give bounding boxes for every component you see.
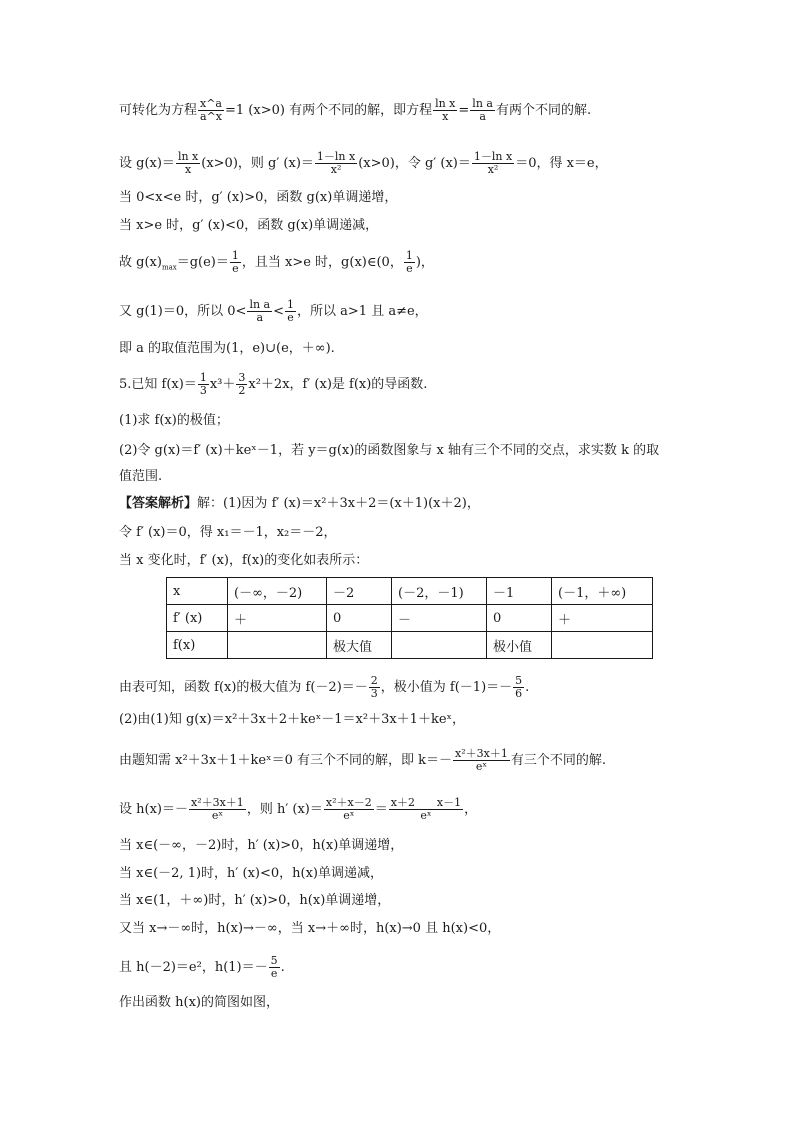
- fraction: [198, 98, 224, 123]
- denominator: x: [442, 110, 449, 123]
- text: 由表可知，函数 f(x)的极大值为 f(－2)＝－: [119, 680, 368, 695]
- fraction: [324, 797, 374, 822]
- text: =1 (x>0) 有两个不同的解，即方程: [225, 103, 433, 118]
- fraction: [315, 151, 357, 176]
- table-cell: 0: [487, 605, 552, 632]
- denominator: eˣ: [475, 760, 488, 773]
- denominator: x: [184, 163, 192, 176]
- text: <: [273, 304, 285, 319]
- table-cell: f′ (x): [167, 605, 228, 632]
- numerator: 3: [238, 371, 246, 384]
- fraction: [230, 250, 241, 275]
- denominator: e: [270, 967, 278, 980]
- text: .: [525, 680, 530, 695]
- numerator: ln a: [472, 97, 493, 110]
- table-cell: (－2，－1): [392, 578, 487, 605]
- variation-table: [166, 577, 653, 659]
- fraction: [236, 372, 247, 397]
- denominator: e: [232, 262, 239, 275]
- text-line: [119, 98, 591, 123]
- numerator: 5: [270, 954, 278, 967]
- fraction: [285, 299, 296, 324]
- text: 又 g(1)＝0，所以 0<: [119, 304, 247, 319]
- text-line: 当 x 变化时，f′ (x)，f(x)的变化如表所示：: [119, 553, 369, 568]
- text-line: 作出函数 h(x)的简图如图，: [119, 995, 279, 1010]
- fraction: [404, 250, 415, 275]
- text-line: [119, 797, 477, 822]
- text: ，则 h′ (x)＝: [246, 802, 323, 817]
- text: (x>0)，令 g′ (x)＝: [358, 156, 471, 171]
- text: =: [458, 103, 470, 118]
- text-line: (2)由(1)知 g(x)＝x²＋3x＋2＋keˣ－1＝x²＋3x＋1＋keˣ，: [119, 712, 466, 727]
- table-cell: ＋: [552, 605, 653, 632]
- table-cell: 极小值: [487, 632, 552, 659]
- table-cell: 极大值: [327, 632, 392, 659]
- text-line: [119, 299, 428, 324]
- numerator: 1: [231, 249, 239, 262]
- table-row: [167, 578, 653, 605]
- denominator: eˣ: [343, 809, 355, 822]
- fraction: [369, 675, 380, 700]
- numerator: 5: [515, 674, 523, 687]
- text: 解：(1)因为 f′ (x)＝x²＋3x＋2＝(x＋1)(x＋2)，: [197, 496, 480, 511]
- denominator: x²: [487, 163, 499, 176]
- denominator: 3: [370, 687, 378, 700]
- text-line: 当 x∈(－2, 1)时，h′ (x)<0，h(x)单调递减，: [119, 866, 383, 881]
- denominator: a: [479, 110, 486, 123]
- denominator: e: [406, 262, 413, 275]
- text-line: [119, 496, 480, 512]
- text: ＝0，得 x＝e，: [515, 156, 608, 171]
- table-cell: [392, 632, 487, 659]
- table-cell: x: [167, 578, 228, 605]
- question-title: [119, 372, 427, 397]
- text: x²＋2x，f′ (x)是 f(x)的导函数.: [248, 377, 428, 392]
- text: .: [280, 960, 285, 975]
- numerator: ln a: [249, 298, 271, 311]
- fraction: [453, 748, 510, 773]
- numerator: ln x: [435, 97, 456, 110]
- fraction: [470, 98, 495, 123]
- text: 故 g(x): [119, 255, 162, 270]
- numerator: x²＋x－2: [325, 796, 372, 809]
- fraction: [472, 151, 514, 176]
- text-line: [119, 151, 608, 176]
- text-line: 当 x∈(1，＋∞)时，h′ (x)>0，h(x)单调递增，: [119, 893, 391, 908]
- numerator: x＋2 x－1: [390, 796, 462, 809]
- table-cell: 0: [327, 605, 392, 632]
- text-line: (1)求 f(x)的极值；: [119, 413, 229, 428]
- text-line: 即 a 的取值范围为(1，e)∪(e，＋∞).: [119, 341, 335, 356]
- numerator: 1－ln x: [473, 150, 513, 163]
- text: (x>0)，则 g′ (x)＝: [201, 156, 314, 171]
- numerator: x²＋3x＋1: [455, 747, 508, 760]
- text: ，: [464, 802, 478, 817]
- denominator: 6: [515, 687, 523, 700]
- text: 且 h(－2)＝e²，h(1)＝－: [119, 960, 268, 975]
- table-cell: －2: [327, 578, 392, 605]
- text: x³＋: [209, 377, 236, 392]
- numerator: 1: [287, 298, 295, 311]
- subscript: max: [161, 263, 177, 272]
- table-cell: －1: [487, 578, 552, 605]
- text: ＝: [374, 802, 388, 817]
- text-line: 当 x>e 时，g′ (x)<0，函数 g(x)单调递减，: [119, 218, 379, 233]
- table-row: [167, 605, 653, 632]
- text-line: [119, 748, 606, 773]
- table-cell: f(x): [167, 632, 228, 659]
- denominator: a^x: [200, 110, 222, 123]
- text-line: 值范围.: [119, 469, 163, 484]
- text: ＝g(e)＝: [176, 255, 229, 270]
- table-cell: (－1，＋∞): [552, 578, 653, 605]
- denominator: e: [287, 311, 294, 324]
- denominator: x²: [330, 163, 342, 176]
- denominator: 3: [199, 384, 207, 397]
- fraction: [433, 98, 457, 123]
- text-line: 令 f′ (x)＝0，得 x₁＝－1，x₂＝－2，: [119, 525, 337, 540]
- text: 设 h(x)＝－: [119, 802, 188, 817]
- text: 有两个不同的解.: [495, 103, 592, 118]
- numerator: 1: [199, 371, 207, 384]
- numerator: 1: [405, 249, 413, 262]
- table-row: [167, 632, 653, 659]
- denominator: eˣ: [211, 809, 223, 822]
- numerator: x²＋3x＋1: [190, 796, 244, 809]
- fraction: [247, 299, 272, 324]
- fraction: [198, 372, 209, 397]
- text: )，: [415, 255, 434, 270]
- text-line: (2)令 g(x)＝f′ (x)＋keˣ－1，若 y＝g(x)的函数图象与 x 轴有三个不同的交点，求实数 k 的取: [119, 443, 660, 458]
- answer-heading: 【答案解析】: [119, 496, 198, 511]
- table-cell: (－∞，－2): [228, 578, 327, 605]
- text: 设 g(x)＝: [119, 156, 175, 171]
- text: 5.已知 f(x)＝: [119, 377, 197, 392]
- text: ，且当 x>e 时，g(x)∈(0，: [241, 255, 403, 270]
- table-cell: [228, 632, 327, 659]
- fraction: [389, 797, 463, 822]
- fraction: [176, 151, 200, 176]
- text: ，所以 a>1 且 a≠e，: [297, 304, 428, 319]
- denominator: 2: [238, 384, 246, 397]
- text-line: [119, 955, 285, 980]
- fraction: [189, 797, 246, 822]
- table-cell: ＋: [228, 605, 327, 632]
- text-line: 当 0<x<e 时，g′ (x)>0，函数 g(x)单调递增，: [119, 190, 398, 205]
- denominator: a: [256, 311, 264, 324]
- numerator: ln x: [177, 150, 199, 163]
- numerator: 1－ln x: [316, 150, 356, 163]
- denominator: eˣ: [420, 809, 432, 822]
- text: 可转化为方程: [119, 103, 198, 118]
- text-line: [119, 675, 529, 700]
- table-cell: －: [392, 605, 487, 632]
- text: 由题知需 x²＋3x＋1＋keˣ＝0 有三个不同的解，即 k＝－: [119, 753, 453, 768]
- text: ，极小值为 f(－1)＝－: [380, 680, 513, 695]
- table-cell: [552, 632, 653, 659]
- text: 有三个不同的解.: [510, 753, 607, 768]
- numerator: 2: [370, 674, 378, 687]
- text-line: 又当 x→－∞时，h(x)→－∞，当 x→＋∞时，h(x)→0 且 h(x)<0，: [119, 921, 501, 936]
- text-line: [119, 250, 434, 275]
- numerator: x^a: [200, 97, 222, 110]
- fraction: [513, 675, 524, 700]
- text-line: 当 x∈(－∞，－2)时，h′ (x)>0，h(x)单调递增，: [119, 838, 404, 853]
- fraction: [269, 955, 280, 980]
